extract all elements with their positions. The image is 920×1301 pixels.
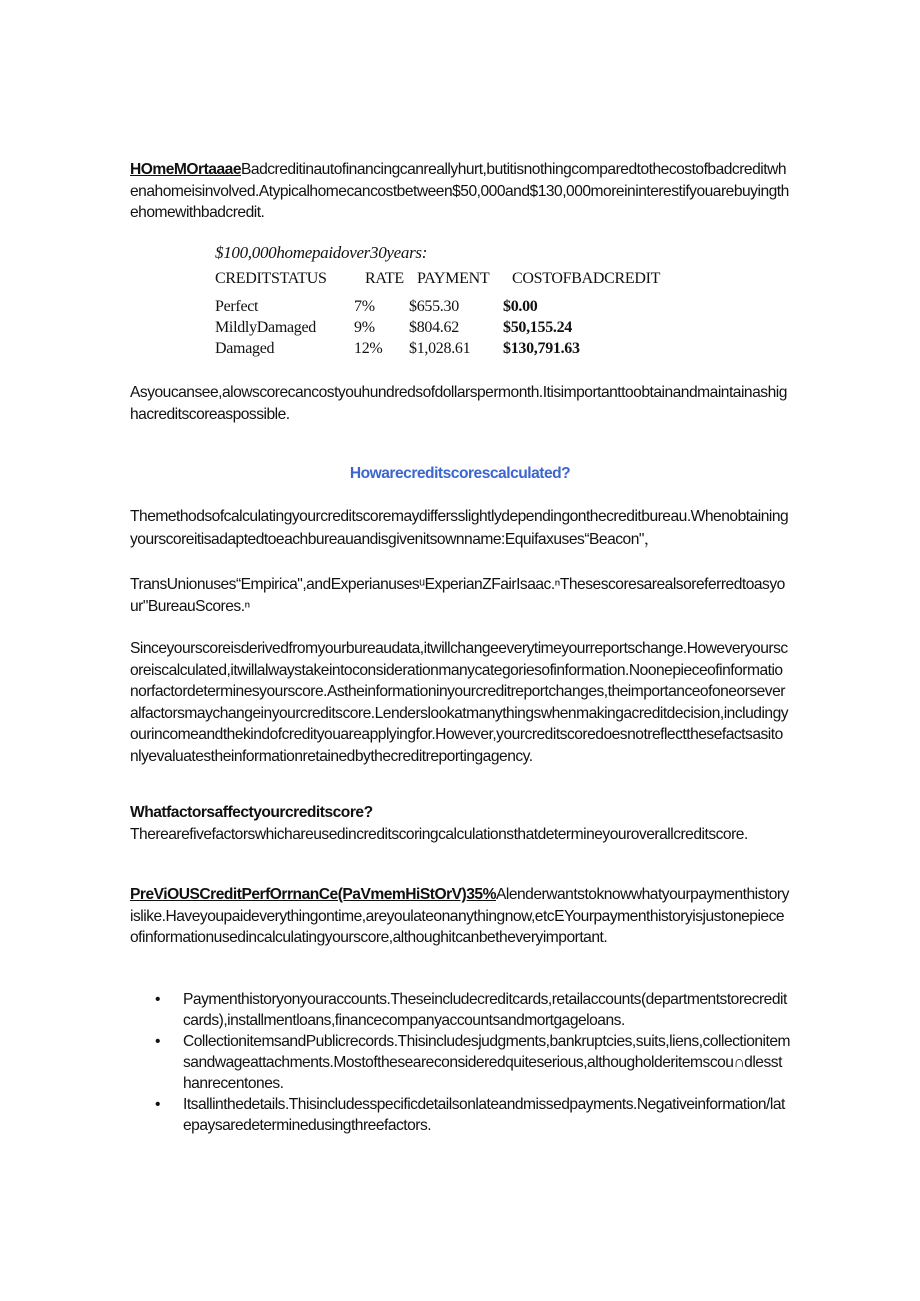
row-payment: $804.62 bbox=[409, 319, 459, 336]
intro-lead: HOmeMOrtaaae bbox=[130, 161, 241, 178]
row-cost: $0.00 bbox=[503, 298, 538, 315]
list-item-text: CollectionitemsandPublicrecords.Thisincludesjudgments,bankruptcies,suits,liens,collectionitemsandwageattachments.Mostoftheseareconsideredquiteserious,althougholderitemscou∩dlessthanrecentones. bbox=[183, 1033, 791, 1092]
header-credit-status: CREDITSTATUS bbox=[215, 270, 327, 287]
row-payment: $1,028.61 bbox=[409, 340, 471, 357]
row-cost: $50,155.24 bbox=[503, 319, 573, 336]
header-cost: COSTOFBADCREDIT bbox=[512, 270, 661, 287]
previous-lead: PreViOUSCreditPerfOrrnanCe(PaVmemHiStOrV)35% bbox=[130, 886, 496, 903]
table-caption: $100,000homepaidover30years: bbox=[215, 243, 428, 262]
methods-paragraph-1: Themethodsofcalculatingyourcreditscoremaydiffersslightlydependingonthecreditbureau.Whenobtainingyourscoreitisadaptedtoeachbureauandisgivenitsownname:Equifaxuses“Beacon"， bbox=[130, 508, 789, 548]
row-rate: 7% bbox=[354, 298, 375, 315]
row-cost: $130,791.63 bbox=[503, 340, 580, 357]
intro-text: Badcreditinautofinancingcanreallyhurt,butitisnothingcomparedtothecostofbadcreditwhenahomeisinvolved.Atypicalhomecancostbetween$50,000and$130,000moreininterestifyouarebuyingthehomewithbadcredit. bbox=[130, 161, 789, 221]
list-item bbox=[150, 989, 790, 1031]
factors-text: Therearefivefactorswhichareusedincreditscoringcalculationsthatdetermineyouroverallcreditscore. bbox=[130, 825, 748, 843]
row-status: Perfect bbox=[215, 298, 259, 315]
bullet-icon: • bbox=[155, 991, 160, 1008]
row-rate: 12% bbox=[354, 340, 383, 357]
factors-paragraph bbox=[130, 802, 790, 845]
list-item-text: Itsallinthedetails.Thisincludesspecificdetailsonlateandmissedpayments.Negativeinformation/latepaysaredeterminedusingthreefactors. bbox=[183, 1096, 785, 1134]
list-item bbox=[150, 1031, 790, 1094]
factors-title: Whatfactorsaffectyourcreditscore? bbox=[130, 804, 373, 821]
bullet-icon: • bbox=[155, 1033, 160, 1050]
cost-paragraph: Asyoucansee,alowscorecancostyouhundredsofdollarspermonth.Itisimportanttoobtainandmaintainashighacreditscoreaspossible. bbox=[130, 384, 787, 423]
methods-paragraph-2: TransUnionuses“Empirica",andExperianusesᵘExperianZFairIsaac.ⁿThesescoresarealsoreferredtoasyour"BureauScores.ⁿ bbox=[130, 576, 785, 615]
row-status: MildlyDamaged bbox=[215, 319, 316, 336]
previous-paragraph bbox=[130, 884, 790, 949]
row-rate: 9% bbox=[354, 319, 375, 336]
header-payment: PAYMENT bbox=[417, 270, 490, 287]
header-rate: RATE bbox=[365, 270, 404, 287]
row-payment: $655.30 bbox=[409, 298, 459, 315]
factor-bullet-list bbox=[150, 989, 790, 1136]
list-item-text: Paymenthistoryonyouraccounts.Theseincludecreditcards,retailaccounts(departmentstorecreditcards),installmentloans,financecompanyaccountsandmortgageloans. bbox=[183, 991, 787, 1029]
intro-paragraph bbox=[130, 159, 790, 224]
bullet-icon: • bbox=[155, 1096, 160, 1113]
since-paragraph: Sinceyourscoreisderivedfromyourbureaudata,itwillchangeeverytimeyourreportschange.Howeveryourscoreiscalculated,itwillalwaystakeintoconsiderationmanycategoriesofinformation.Noonepieceofinformationorfactordeterminesyourscore.Astheinformationinyourcreditreportchanges,theimportanceofoneorseveralfactorsmaychangeinyourcreditscore.Lenderslookatmanythingswhenmakingacreditdecision,includingyourincomeandthekindofcredityouareapplyingfor.However,yourcreditscoredoesnotreflectthesefactsasitonlyevaluatestheinformationretainedbythecreditreportingagency. bbox=[130, 640, 789, 765]
list-item bbox=[150, 1094, 790, 1136]
section-heading: Howarecreditscorescalculated? bbox=[349, 465, 571, 482]
row-status: Damaged bbox=[215, 340, 275, 357]
previous-text: Alenderwantstoknowwhatyourpaymenthistoryislike.Haveyoupaideverythingontime,areyoulateonanythingnow,etcEYourpaymenthistoryisjustonepieceofinformationusedincalculatingyourscore,althoughitcanbetheveryimportant. bbox=[130, 886, 789, 946]
